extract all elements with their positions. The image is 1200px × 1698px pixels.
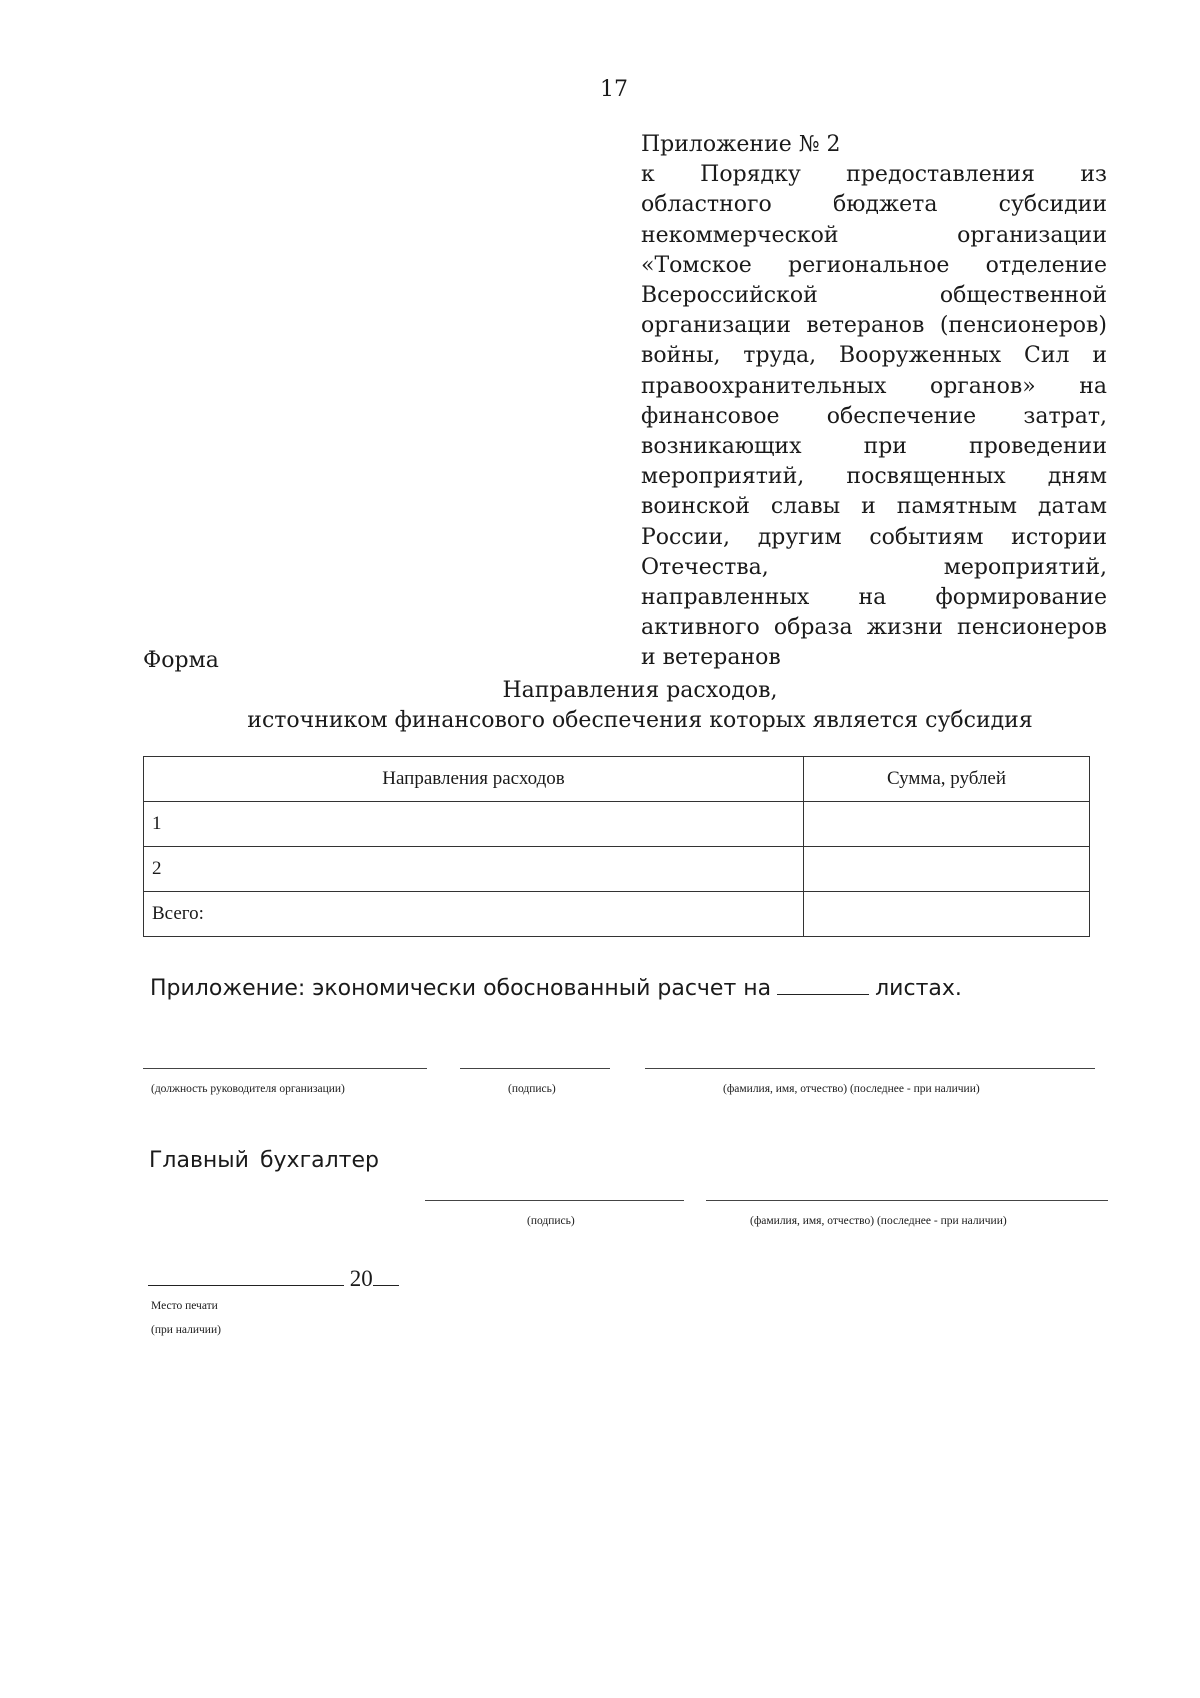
total-label: Всего:: [144, 892, 804, 937]
row-2-direction: 2: [144, 847, 804, 892]
appendix-title: Приложение № 2: [641, 132, 841, 157]
form-label: Форма: [143, 648, 219, 673]
attachment-suffix: листах.: [875, 976, 962, 1001]
table-header-row: [144, 757, 1090, 802]
head-signature-line: [460, 1068, 610, 1069]
table-row: [144, 847, 1090, 892]
header-expense-direction: Направления расходов: [144, 757, 804, 802]
page-number: 17: [600, 77, 628, 102]
date-field: [148, 1263, 399, 1294]
attachment-line: [150, 972, 962, 1004]
stamp-note: (при наличии): [151, 1324, 221, 1336]
header-amount: Сумма, рублей: [804, 757, 1090, 802]
accountant-name-line: [706, 1200, 1108, 1201]
row-2-amount: [804, 847, 1090, 892]
appendix-header: [641, 130, 1107, 674]
table-row-total: [144, 892, 1090, 937]
date-year-prefix: 20: [349, 1266, 373, 1291]
date-year-blank: [373, 1263, 399, 1286]
appendix-text: к Порядку предоставления из областного бюджета субсидии некоммерческой организации «Томское региональное отделение Всероссийской общественной организации ветеранов (пенсионеров) войны, труда, Вооруженных Сил и правоохранительных органов» на финансовое обеспечение затрат, возникающих при проведении мероприятий, посвященных дням воинской славы и памятным датам России, другим событиям истории Отечества, мероприятий, направленных на формирование активного образа жизни пенсионеров и ветеранов: [641, 162, 1107, 671]
date-day-month-blank: [148, 1263, 344, 1286]
head-name-line: [645, 1068, 1095, 1069]
stamp-caption: Место печати: [151, 1300, 218, 1312]
table-row: [144, 802, 1090, 847]
head-position-caption: (должность руководителя организации): [151, 1083, 345, 1095]
document-title: [140, 676, 1140, 736]
attachment-prefix: Приложение: экономически обоснованный расчет на: [150, 976, 772, 1001]
head-position-line: [143, 1068, 427, 1069]
document-title-line-1: Направления расходов,: [502, 678, 778, 703]
row-1-direction: 1: [144, 802, 804, 847]
total-amount: [804, 892, 1090, 937]
document-title-line-2: источником финансового обеспечения которых является субсидия: [247, 708, 1033, 733]
row-1-amount: [804, 802, 1090, 847]
head-name-caption: (фамилия, имя, отчество) (последнее - при наличии): [723, 1083, 980, 1095]
head-signature-caption: (подпись): [508, 1083, 556, 1095]
accountant-signature-line: [425, 1200, 684, 1201]
accountant-signature-caption: (подпись): [527, 1215, 575, 1227]
expenses-table: [143, 756, 1090, 937]
sheet-count-blank: [777, 972, 869, 995]
chief-accountant-label: Главный бухгалтер: [149, 1148, 379, 1173]
accountant-name-caption: (фамилия, имя, отчество) (последнее - при наличии): [750, 1215, 1007, 1227]
